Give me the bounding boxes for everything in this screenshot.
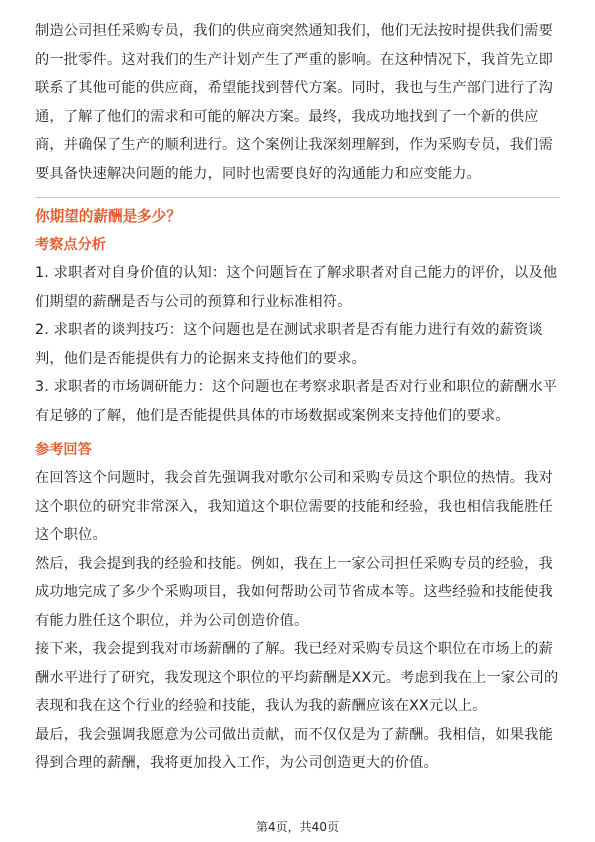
answer-paragraph: 接下来，我会提到我对市场薪酬的了解。我已经对采购专员这个职位在市场上的薪酬水平进行了研究，我发现这个职位的平均薪酬是XX元。考虑到我在上一家公司的表现和我在这个行业的经验和技能，我认为我的薪酬应该在XX元以上。	[35, 641, 559, 714]
analysis-point: 2. 求职者的谈判技巧：这个问题也是在测试求职者是否有能力进行有效的薪资谈判，他们是否能提供有力的论据来支持他们的要求。	[35, 322, 543, 367]
section-divider	[35, 197, 560, 198]
analysis-point: 1. 求职者对自身价值的认知：这个问题旨在了解求职者对自己能力的评价，以及他们期望的薪酬是否与公司的预算和行业标准相符。	[35, 265, 558, 310]
page-number: 第4页，共40页	[256, 820, 339, 834]
analysis-title: 考察点分析	[35, 237, 106, 253]
question-heading: 你期望的薪酬是多少？	[35, 208, 181, 225]
answer-paragraph: 然后，我会提到我的经验和技能。例如，我在上一家公司担任采购专员的经验，我成功地完成了多少个采购项目，我如何帮助公司节省成本等。这些经验和技能使我有能力胜任这个职位，并为公司创造价值。	[35, 555, 553, 629]
intro-paragraph: 制造公司担任采购专员，我们的供应商突然通知我们，他们无法按时提供我们需要的一批零件。这对我们的生产计划产生了严重的影响。在这种情况下，我首先立即联系了其他可能的供应商，希望能找到替代方案。同时，我也与生产部门进行了沟通，了解了他们的需求和可能的解决方案。最终，我成功地找到了一个新的供应商，并确保了生产的顺利进行。这个案例让我深刻理解到，作为采购专员，我们需要具备快速解决问题的能力，同时也需要良好的沟通能力和应变能力。	[35, 23, 553, 182]
analysis-point: 3. 求职者的市场调研能力：这个问题也在考察求职者是否对行业和职位的薪酬水平有足够的了解，他们是否能提供具体的市场数据或案例来支持他们的要求。	[35, 379, 558, 424]
answer-paragraph: 最后，我会强调我愿意为公司做出贡献，而不仅仅是为了薪酬。我相信，如果我能得到合理的薪酬，我将更加投入工作，为公司创造更大的价值。	[35, 726, 553, 771]
answer-paragraph: 在回答这个问题时，我会首先强调我对歌尔公司和采购专员这个职位的热情。我对这个职位的研究非常深入，我知道这个职位需要的技能和经验，我也相信我能胜任这个职位。	[35, 470, 553, 543]
answer-title: 参考回答	[35, 442, 92, 458]
document-page	[35, 0, 560, 778]
